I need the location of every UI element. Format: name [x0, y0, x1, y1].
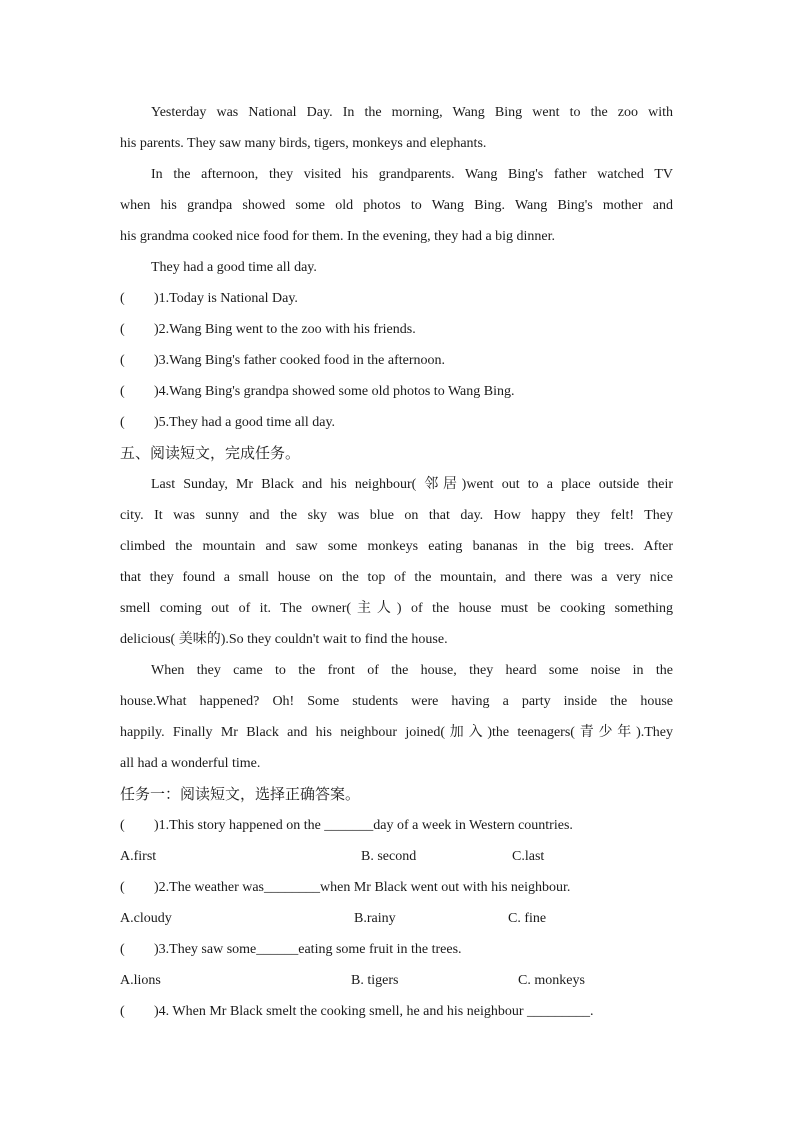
- option-c[interactable]: C.last: [512, 849, 545, 864]
- answer-blank[interactable]: (: [120, 353, 125, 368]
- question-text: )1.This story happened on the _______day of a week in Western countries.: [154, 818, 573, 833]
- question-text: )3.They saw some______eating some fruit in the trees.: [154, 942, 462, 957]
- passage-2-line: all had a wonderful time.: [120, 756, 261, 771]
- document-content: [120, 97, 673, 1027]
- mc-options: [120, 965, 673, 996]
- passage-2: [120, 469, 673, 779]
- option-a[interactable]: A.lions: [120, 973, 161, 988]
- mc-question: [120, 810, 673, 841]
- question-text: )1.Today is National Day.: [154, 291, 298, 306]
- answer-blank[interactable]: (: [120, 1004, 125, 1019]
- true-false-questions: [120, 283, 673, 438]
- question-text: )4. When Mr Black smelt the cooking smell, he and his neighbour _________.: [154, 1004, 594, 1019]
- option-a[interactable]: A.first: [120, 849, 157, 864]
- question-text: )5.They had a good time all day.: [154, 415, 336, 430]
- passage-2-line: smell coming out of it. The owner(主人) of the house must be cooking something: [120, 601, 673, 616]
- question-text: )4.Wang Bing's grandpa showed some old photos to Wang Bing.: [154, 384, 515, 399]
- passage-2-line: When they came to the front of the house, they heard some noise in the: [151, 663, 673, 678]
- option-b[interactable]: B. tigers: [351, 973, 399, 988]
- passage-1-line: Yesterday was National Day. In the morning, Wang Bing went to the zoo with: [151, 105, 673, 120]
- passage-2-line: happily. Finally Mr Black and his neighbour joined(加入)the teenagers(青少年).They: [120, 725, 673, 740]
- question-text: )2.Wang Bing went to the zoo with his friends.: [154, 322, 416, 337]
- passage-2-line: climbed the mountain and saw some monkeys eating bananas in the big trees. After: [120, 539, 673, 554]
- question-text: )3.Wang Bing's father cooked food in the afternoon.: [154, 353, 446, 368]
- answer-blank[interactable]: (: [120, 291, 125, 306]
- tf-question: [120, 345, 673, 376]
- passage-2-line: delicious( 美味的).So they couldn't wait to find the house.: [120, 632, 448, 647]
- tf-question: [120, 314, 673, 345]
- mc-options: [120, 903, 673, 934]
- tf-question: [120, 376, 673, 407]
- answer-blank[interactable]: (: [120, 415, 125, 430]
- mc-question: [120, 872, 673, 903]
- section-5-heading: 五、阅读短文，完成任务。: [120, 444, 301, 462]
- option-b[interactable]: B.rainy: [354, 911, 396, 926]
- tf-question: [120, 407, 673, 438]
- answer-blank[interactable]: (: [120, 880, 125, 895]
- task-1-heading: 任务一：阅读短文，选择正确答案。: [120, 785, 361, 803]
- option-a[interactable]: A.cloudy: [120, 911, 172, 926]
- option-b[interactable]: B. second: [361, 849, 417, 864]
- passage-1-line: In the afternoon, they visited his grandparents. Wang Bing's father watched TV: [151, 167, 673, 182]
- answer-blank[interactable]: (: [120, 322, 125, 337]
- passage-2-line: Last Sunday, Mr Black and his neighbour( 邻居)went out to a place outside their: [151, 477, 673, 492]
- answer-blank[interactable]: (: [120, 384, 125, 399]
- passage-2-line: city. It was sunny and the sky was blue on that day. How happy they felt! They: [120, 508, 673, 523]
- tf-question: [120, 283, 673, 314]
- mc-question: [120, 934, 673, 965]
- option-c[interactable]: C. monkeys: [518, 973, 585, 988]
- task-1-questions: [120, 810, 673, 1027]
- passage-1: [120, 97, 673, 283]
- mc-options: [120, 841, 673, 872]
- passage-1-line: when his grandpa showed some old photos to Wang Bing. Wang Bing's mother and: [120, 198, 673, 213]
- answer-blank[interactable]: (: [120, 818, 125, 833]
- option-c[interactable]: C. fine: [508, 911, 547, 926]
- mc-question: [120, 996, 673, 1027]
- passage-1-line: his parents. They saw many birds, tigers, monkeys and elephants.: [120, 136, 487, 151]
- answer-blank[interactable]: (: [120, 942, 125, 957]
- passage-2-line: house.What happened? Oh! Some students were having a party inside the house: [120, 694, 673, 709]
- passage-2-line: that they found a small house on the top of the mountain, and there was a very nice: [120, 570, 673, 585]
- question-text: )2.The weather was________when Mr Black went out with his neighbour.: [154, 880, 571, 895]
- passage-1-line: his grandma cooked nice food for them. In the evening, they had a big dinner.: [120, 229, 556, 244]
- passage-1-line: They had a good time all day.: [151, 260, 317, 275]
